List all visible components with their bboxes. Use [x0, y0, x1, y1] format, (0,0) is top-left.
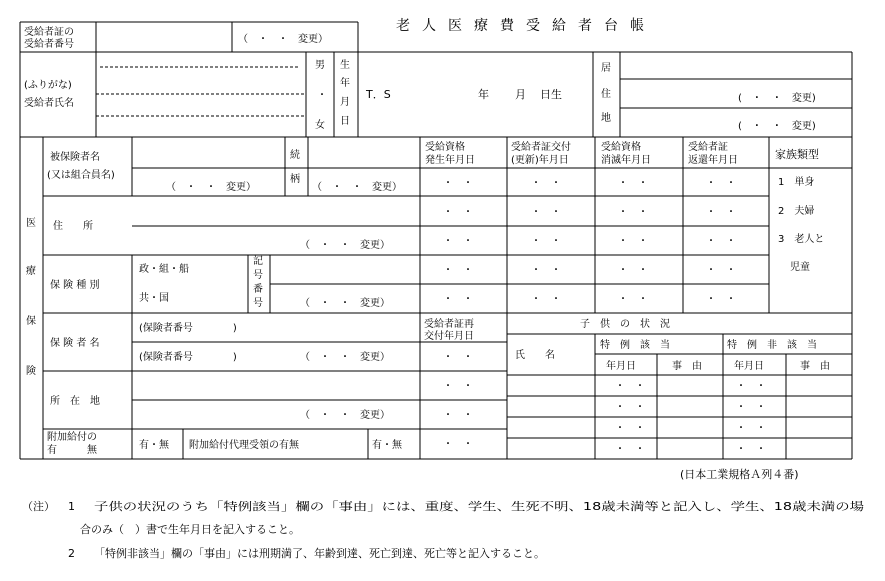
cert-change: （ ・ ・ 変更）: [238, 34, 328, 45]
symbol-label-3: 番: [253, 284, 263, 295]
child-date-placeholder: ・ ・: [736, 444, 766, 455]
type-option-1: 政・組・船: [139, 264, 189, 275]
date-header-4b: 返還年月日: [688, 155, 738, 166]
special-date-col: 年月日: [606, 361, 636, 372]
family-item-3: 3 老人と: [778, 234, 825, 245]
symbol-change: （ ・ ・ 変更）: [300, 298, 390, 309]
date-placeholder: ・ ・: [531, 236, 561, 247]
dob-label-4: 日: [340, 116, 350, 127]
date-dots: [443, 178, 736, 305]
insurer-no-2: (保険者番号 ): [139, 352, 237, 363]
reissue-date-placeholder: ・ ・: [443, 381, 473, 392]
side-label-3: 保: [26, 316, 36, 327]
date-placeholder: ・ ・: [531, 207, 561, 218]
proxy-yes-no: 有・無: [372, 440, 402, 451]
note1-continuation: 合のみ（ ）書で生年月日を記入すること。: [80, 523, 300, 536]
residence-change-2: ( ・ ・ 変更): [738, 121, 816, 132]
child-dots: [615, 381, 766, 455]
insured-change: （ ・ ・ 変更）: [166, 182, 256, 193]
special-reason-col: 事 由: [672, 361, 702, 372]
note2-text: 「特例非該当」欄の「事由」には刑期満了、年齢到達、死亡到達、死亡等と記入すること。: [94, 547, 545, 560]
reissue-date-placeholder: ・ ・: [443, 439, 473, 450]
date-placeholder: ・ ・: [443, 294, 473, 305]
symbol-label-1: 記: [253, 256, 263, 267]
side-label-1: 医: [26, 218, 36, 229]
date-placeholder: ・ ・: [618, 207, 648, 218]
name-label: 受給者氏名: [24, 98, 74, 109]
date-placeholder: ・ ・: [706, 294, 736, 305]
children-name-label: 氏 名: [515, 350, 555, 361]
cert-label-1: 受給者証の: [24, 27, 74, 38]
reissue-header-b: 交付年月日: [424, 331, 474, 342]
date-header-2b: (更新)年月日: [511, 155, 569, 166]
date-header-1a: 受給資格: [425, 142, 465, 153]
symbol-label-4: 号: [253, 298, 263, 309]
kana-label: (ふりがな): [24, 80, 72, 91]
location-label: 所 在 地: [50, 396, 100, 407]
relation-label-2: 柄: [290, 174, 300, 185]
gender-male: 男: [315, 60, 325, 71]
born-label: 日生: [540, 88, 562, 101]
date-placeholder: ・ ・: [443, 178, 473, 189]
gender-dot: ・: [317, 90, 327, 101]
family-item-1: 1 単身: [778, 177, 815, 188]
family-item-4: 児童: [790, 262, 810, 273]
date-placeholder: ・ ・: [443, 265, 473, 276]
dob-label-3: 月: [340, 97, 350, 108]
date-placeholder: ・ ・: [618, 236, 648, 247]
note1-text: 子供の状況のうち「特例該当」欄の「事由」には、重度、学生、生死不明、18歳未満等と記入し、学生、18歳未満の場: [94, 500, 683, 513]
date-placeholder: ・ ・: [531, 265, 561, 276]
date-placeholder: ・ ・: [706, 178, 736, 189]
date-placeholder: ・ ・: [531, 294, 561, 305]
insured-label-1: 被保険者名: [50, 152, 100, 163]
proxy-label: 附加給付代理受領の有無: [189, 440, 299, 451]
family-item-2: 2 夫婦: [778, 206, 815, 217]
symbol-label-2: 号: [253, 270, 263, 281]
reissue-date-placeholder: ・ ・: [443, 410, 473, 421]
child-date-placeholder: ・ ・: [615, 423, 645, 434]
location-change: （ ・ ・ 変更）: [300, 410, 390, 421]
child-date-placeholder: ・ ・: [615, 444, 645, 455]
residence-label-1: 居: [601, 63, 611, 74]
insured-label-2: (又は組合員名): [47, 170, 115, 181]
side-label-2: 療: [26, 266, 36, 277]
dob-label-2: 年: [340, 78, 350, 89]
page-title: 老人医療費受給者台帳: [396, 18, 656, 34]
type-label: 保 険 種 別: [50, 280, 100, 291]
child-date-placeholder: ・ ・: [736, 402, 766, 413]
child-date-placeholder: ・ ・: [736, 381, 766, 392]
era-label: T．S: [366, 88, 391, 101]
date-placeholder: ・ ・: [443, 207, 473, 218]
date-placeholder: ・ ・: [443, 236, 473, 247]
insurer-no-1: (保険者番号 ): [139, 323, 237, 334]
reissue-dots: [443, 352, 473, 450]
children-special: 特 例 該 当: [600, 340, 670, 351]
cert-label-2: 受給者番号: [24, 39, 74, 50]
relation-change: （ ・ ・ 変更）: [312, 182, 402, 193]
year-label: 年: [478, 88, 489, 101]
date-placeholder: ・ ・: [706, 236, 736, 247]
child-date-placeholder: ・ ・: [615, 402, 645, 413]
children-header: 子 供 の 状 況: [580, 319, 670, 330]
non-special-date-col: 年月日: [734, 361, 764, 372]
date-header-1b: 発生年月日: [425, 155, 475, 166]
side-label-4: 険: [26, 366, 36, 377]
relation-label-1: 続: [290, 150, 300, 161]
child-date-placeholder: ・ ・: [615, 381, 645, 392]
date-placeholder: ・ ・: [618, 294, 648, 305]
residence-change-1: ( ・ ・ 変更): [738, 93, 816, 104]
note2-number: 2: [68, 547, 75, 560]
address-change: （ ・ ・ 変更）: [300, 240, 390, 251]
supp-label-1: 附加給付の: [47, 432, 97, 443]
supp-label-2: 有 無: [47, 445, 97, 456]
residence-label-2: 住: [601, 89, 611, 100]
insurer-change: （ ・ ・ 変更）: [300, 352, 390, 363]
standard-note: (日本工業規格Ａ列４番): [680, 468, 799, 481]
date-placeholder: ・ ・: [706, 265, 736, 276]
date-placeholder: ・ ・: [706, 207, 736, 218]
insurer-label: 保 険 者 名: [50, 338, 100, 349]
gender-female: 女: [315, 120, 325, 131]
supp-yes-no: 有・無: [139, 440, 169, 451]
residence-label-3: 地: [601, 113, 611, 124]
reissue-header-a: 受給者証再: [424, 319, 474, 330]
family-header: 家族類型: [775, 148, 819, 161]
type-option-2: 共・国: [139, 293, 169, 304]
address-label: 住 所: [53, 221, 93, 232]
date-placeholder: ・ ・: [618, 265, 648, 276]
date-placeholder: ・ ・: [531, 178, 561, 189]
note1-number: 1: [68, 500, 75, 513]
dob-label-1: 生: [340, 60, 350, 71]
month-label: 月: [515, 88, 526, 101]
date-header-2a: 受給者証交付: [511, 142, 571, 153]
children-non-special: 特 例 非 該 当: [727, 340, 817, 351]
reissue-date-placeholder: ・ ・: [443, 352, 473, 363]
note-label: （注）: [22, 500, 55, 513]
date-header-4a: 受給者証: [688, 142, 728, 153]
non-special-reason-col: 事 由: [800, 361, 830, 372]
date-placeholder: ・ ・: [618, 178, 648, 189]
date-header-3a: 受給資格: [601, 142, 641, 153]
child-date-placeholder: ・ ・: [736, 423, 766, 434]
date-header-3b: 消滅年月日: [601, 155, 651, 166]
